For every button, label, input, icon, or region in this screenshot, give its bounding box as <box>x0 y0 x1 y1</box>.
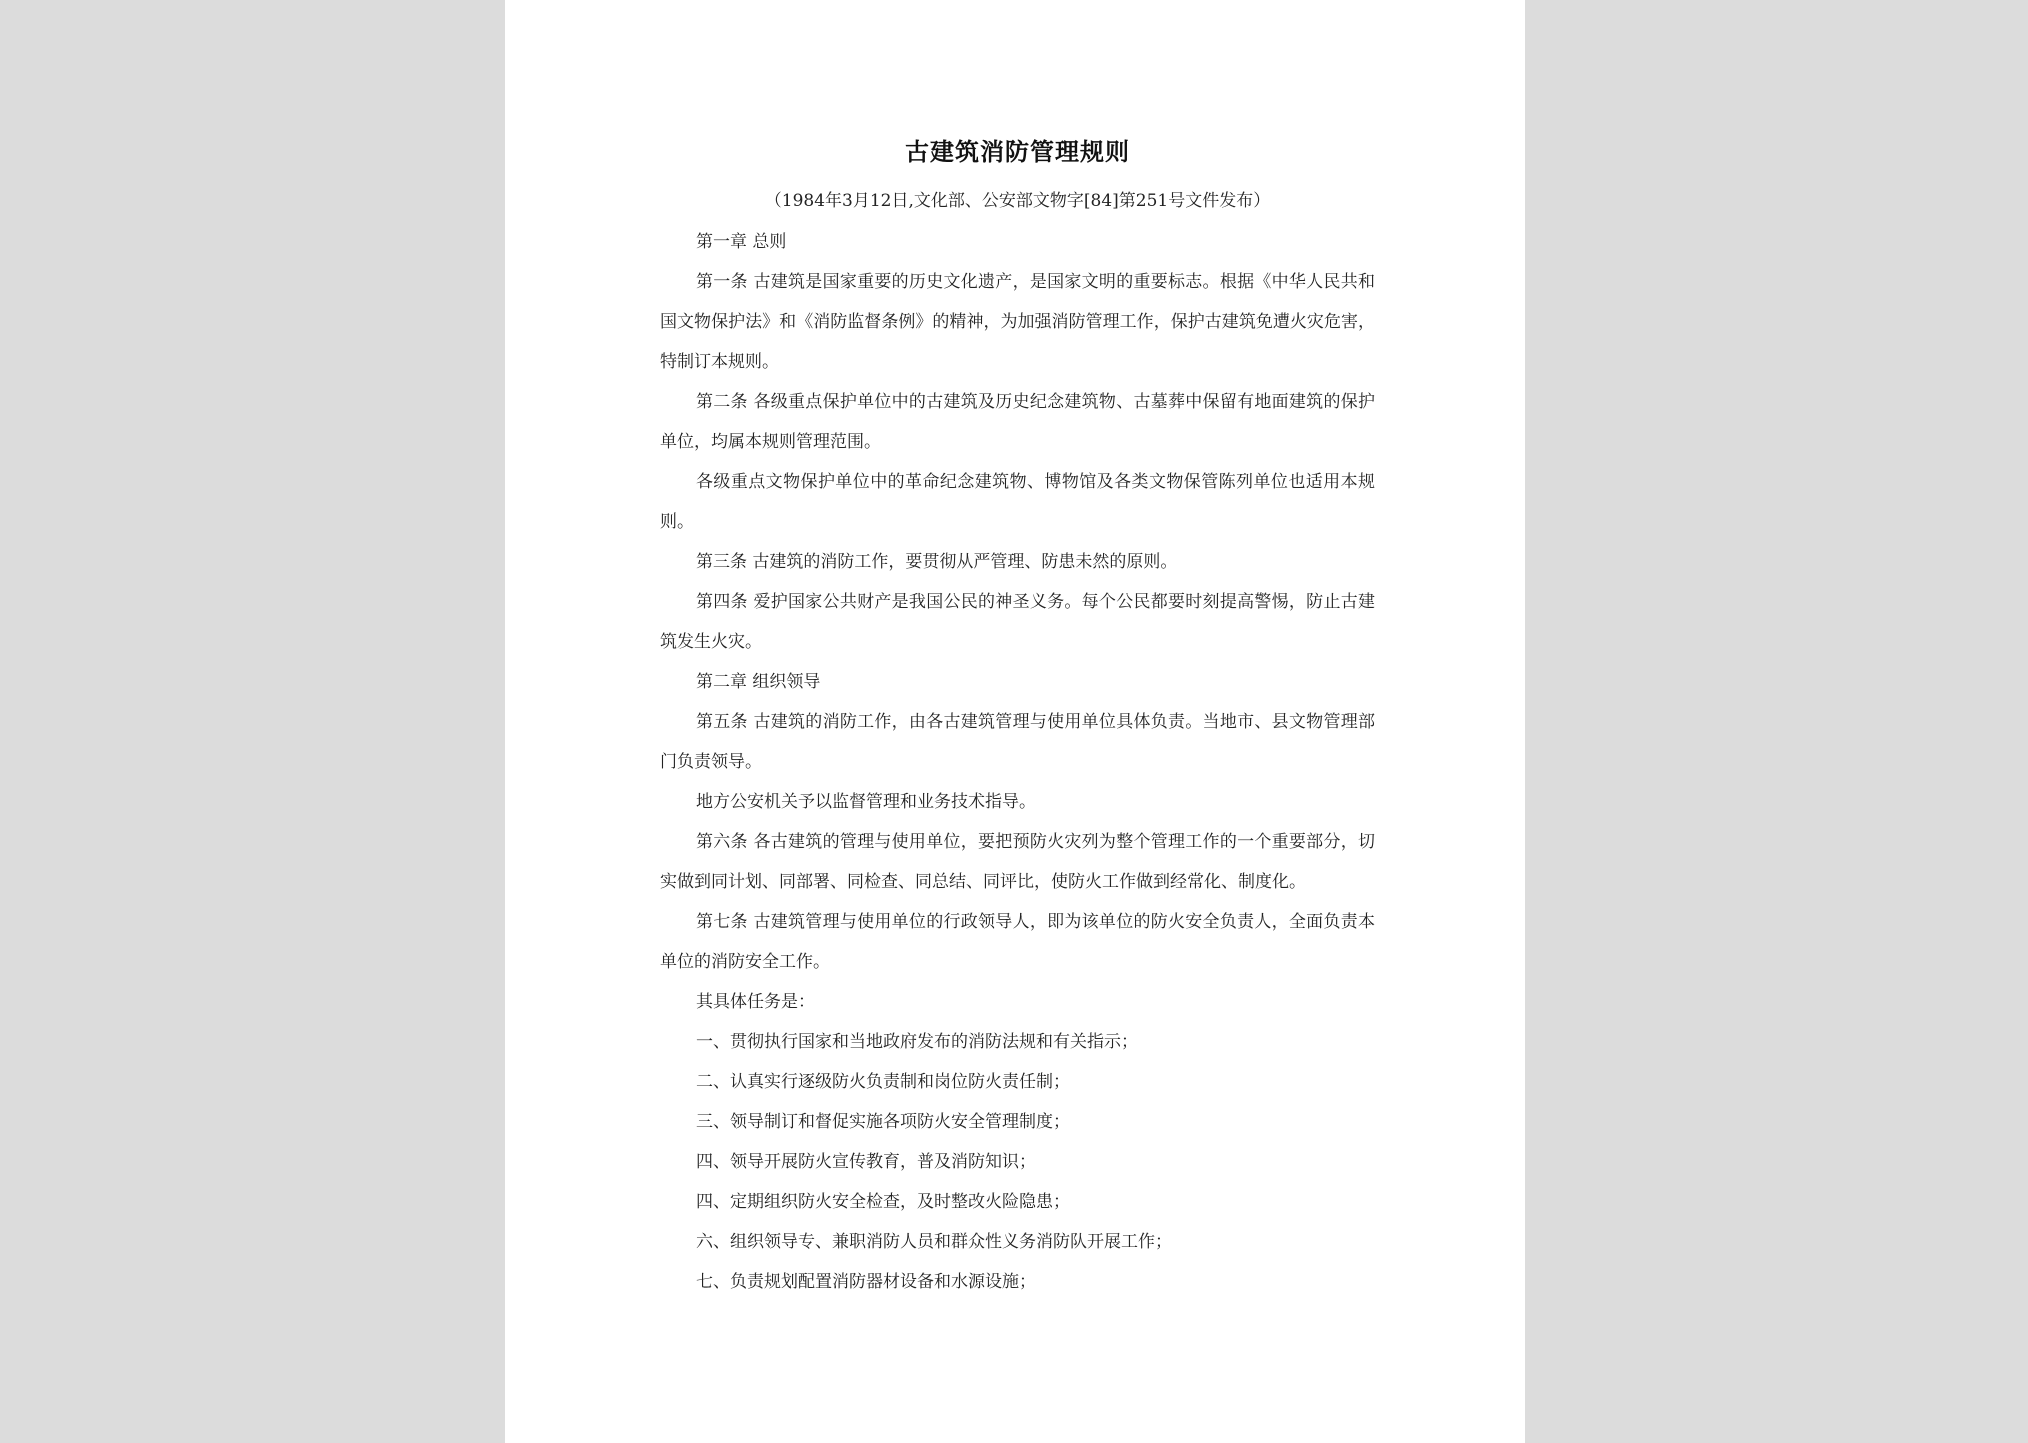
task-list-item: 四、领导开展防火宣传教育，普及消防知识； <box>696 1152 1036 1172</box>
task-list-item: 六、组织领导专、兼职消防人员和群众性义务消防队开展工作； <box>696 1232 1172 1252</box>
article-paragraph: 第七条 古建筑管理与使用单位的行政领导人，即为该单位的防火安全负责人，全面负责本单位的消防安全工作。 <box>660 912 1375 972</box>
document-subtitle: （1984年3月12日,文化部、公安部文物字[84]第251号文件发布） <box>764 191 1271 211</box>
article-paragraph: 各级重点文物保护单位中的革命纪念建筑物、博物馆及各类文物保管陈列单位也适用本规则。 <box>660 472 1375 532</box>
task-list-item: 四、定期组织防火安全检查，及时整改火险隐患； <box>696 1192 1070 1212</box>
chapter-heading: 第一章 总则 <box>696 232 787 252</box>
article-paragraph: 第一条 古建筑是国家重要的历史文化遗产，是国家文明的重要标志。根据《中华人民共和国文物保护法》和《消防监督条例》的精神，为加强消防管理工作，保护古建筑免遭火灾危害，特制订本规则。 <box>660 272 1375 372</box>
document-title: 古建筑消防管理规则 <box>905 137 1130 166</box>
task-list-item: 二、认真实行逐级防火负责制和岗位防火责任制； <box>696 1072 1070 1092</box>
article-paragraph: 第六条 各古建筑的管理与使用单位，要把预防火灾列为整个管理工作的一个重要部分，切实做到同计划、同部署、同检查、同总结、同评比，使防火工作做到经常化、制度化。 <box>660 832 1375 892</box>
article-paragraph: 第四条 爱护国家公共财产是我国公民的神圣义务。每个公民都要时刻提高警惕，防止古建筑发生火灾。 <box>660 592 1375 652</box>
chapter-heading: 第二章 组织领导 <box>696 672 821 692</box>
task-list-item: 一、贯彻执行国家和当地政府发布的消防法规和有关指示； <box>696 1032 1138 1052</box>
document-page <box>505 0 1525 1443</box>
article-paragraph: 第五条 古建筑的消防工作，由各古建筑管理与使用单位具体负责。当地市、县文物管理部门负责领导。 <box>660 712 1375 772</box>
document-body <box>660 222 1375 1302</box>
article-paragraph: 其具体任务是： <box>696 992 815 1012</box>
task-list-item: 七、负责规划配置消防器材设备和水源设施； <box>696 1272 1036 1292</box>
task-list-item: 三、领导制订和督促实施各项防火安全管理制度； <box>696 1112 1070 1132</box>
article-paragraph: 地方公安机关予以监督管理和业务技术指导。 <box>696 792 1036 812</box>
article-paragraph: 第三条 古建筑的消防工作，要贯彻从严管理、防患未然的原则。 <box>696 552 1178 572</box>
article-paragraph: 第二条 各级重点保护单位中的古建筑及历史纪念建筑物、古墓葬中保留有地面建筑的保护单位，均属本规则管理范围。 <box>660 392 1375 452</box>
